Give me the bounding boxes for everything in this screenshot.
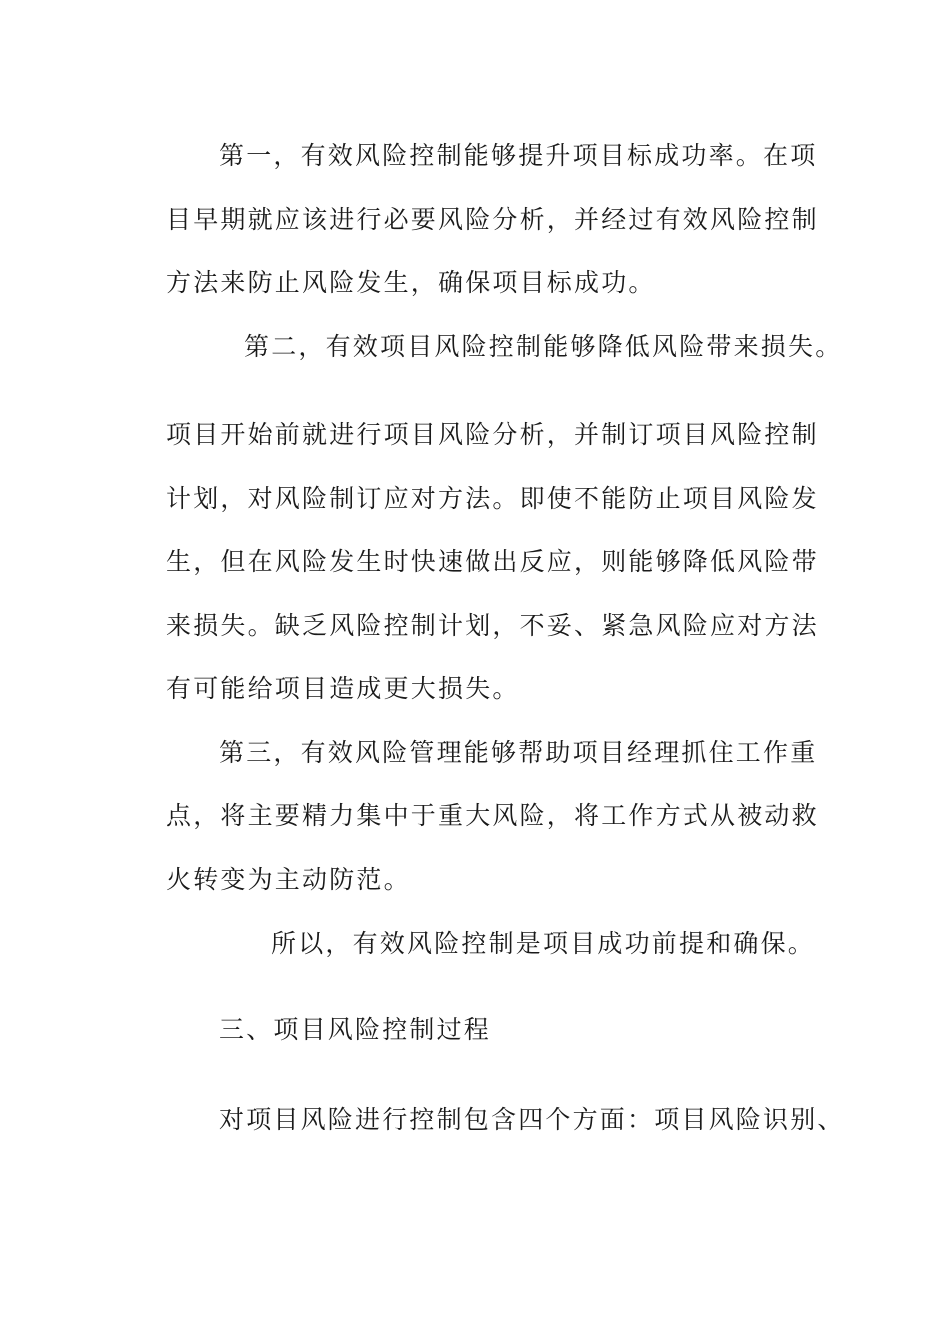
paragraph-4-line-2: 点，将主要精力集中于重大风险，将工作方式从被动救 [166,801,819,830]
paragraph-3-line-5: 有可能给项目造成更大损失。 [166,674,520,703]
paragraph-6-line-1: 对项目风险进行控制包含四个方面：项目风险识别、 [219,1105,845,1134]
paragraph-3-line-1: 项目开始前就进行项目风险分析，并制订项目风险控制 [166,420,819,449]
paragraph-2-line-1: 第二，有效项目风险控制能够降低风险带来损失。 [244,332,843,361]
paragraph-3-line-3: 生，但在风险发生时快速做出反应，则能够降低风险带 [166,547,819,576]
paragraph-3-line-2: 计划，对风险制订应对方法。即使不能防止项目风险发 [166,484,819,513]
paragraph-3-line-4: 来损失。缺乏风险控制计划，不妥、紧急风险应对方法 [166,611,819,640]
section-heading: 三、项目风险控制过程 [219,1015,492,1044]
paragraph-1-line-1: 第一，有效风险控制能够提升项目标成功率。在项 [219,141,818,170]
paragraph-1-line-2: 目早期就应该进行必要风险分析，并经过有效风险控制 [166,205,819,234]
paragraph-4-line-3: 火转变为主动防范。 [166,865,411,894]
paragraph-4-line-1: 第三，有效风险管理能够帮助项目经理抓住工作重 [219,738,818,767]
paragraph-1-line-3: 方法来防止风险发生，确保项目标成功。 [166,268,656,297]
paragraph-5-line-1: 所以，有效风险控制是项目成功前提和确保。 [271,929,816,958]
